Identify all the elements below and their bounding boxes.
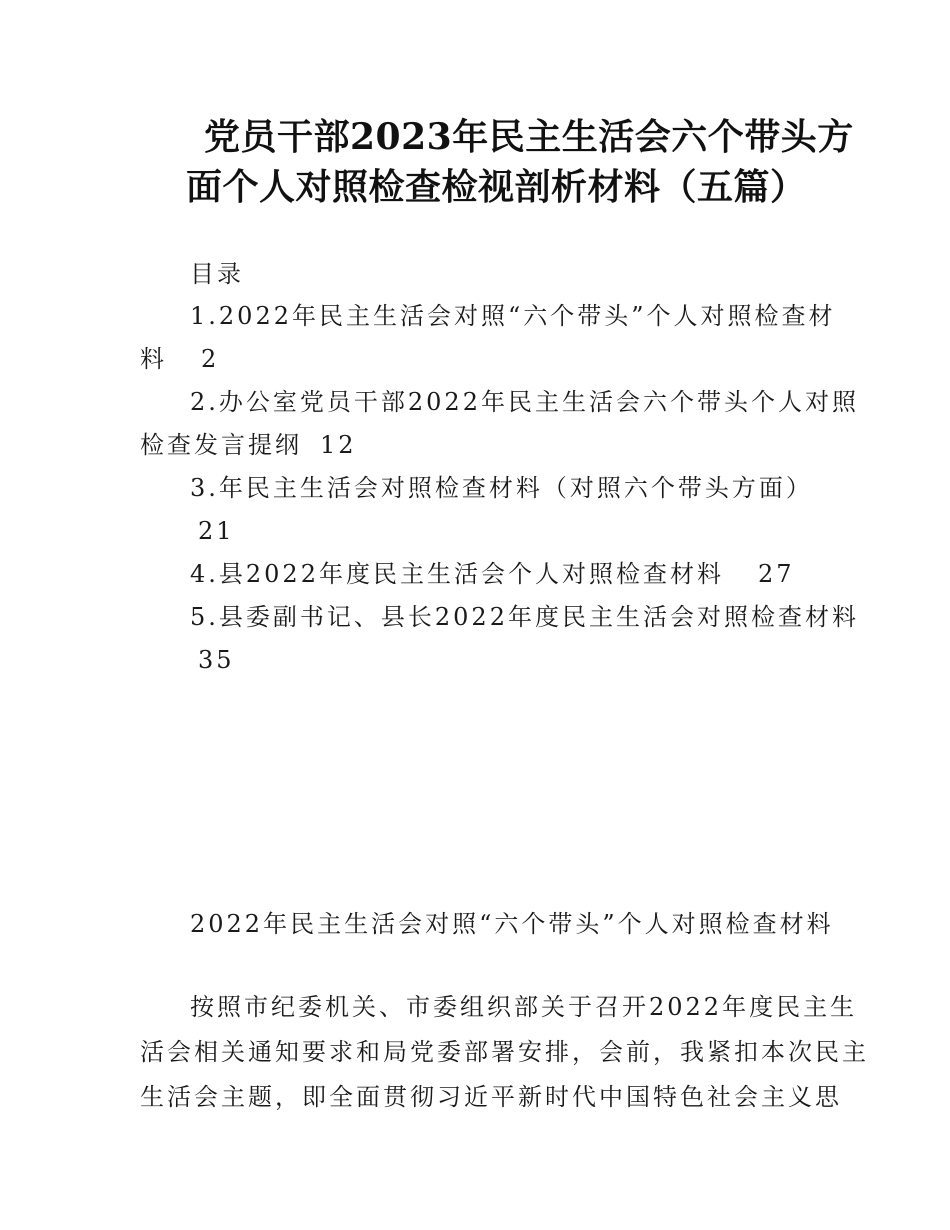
toc-item-4 (140, 553, 820, 596)
title-line-2: 面个人对照检查检视剖析材料（五篇） (186, 166, 807, 208)
toc-item-text: 5.县委副书记、县长2022年度民主生活会对照检查材料 (190, 603, 859, 631)
toc-item-2 (140, 381, 859, 467)
toc-item-3 (140, 467, 820, 553)
toc-heading: 目录 (190, 260, 244, 288)
toc-item-text (140, 553, 820, 596)
paragraph-line: 活会相关通知要求和局党委部署安排，会前，我紧扣本次民主 (140, 1038, 869, 1066)
toc-item-continuation (140, 424, 820, 467)
toc-page-number: 27 (757, 560, 795, 588)
toc-item-text-cont: 检查发言提纲 (140, 431, 302, 459)
toc-page-number: 2 (201, 345, 220, 373)
toc-item-text: 2.办公室党员干部2022年民主生活会六个带头个人对照 (190, 388, 859, 416)
toc-page-number: 35 (198, 646, 235, 674)
toc-item-text: 3.年民主生活会对照检查材料（对照六个带头方面） (190, 474, 813, 502)
toc-item-5 (140, 596, 859, 682)
toc-item-continuation (140, 510, 820, 553)
toc-item-text-main: 4.县2022年度民主生活会个人对照检查材料 (190, 560, 724, 588)
paragraph-line: 生活会主题，即全面贯彻习近平新时代中国特色社会主义思 (140, 1083, 842, 1111)
toc-page-number: 21 (198, 517, 235, 545)
toc-item-continuation (140, 639, 820, 682)
table-of-contents (140, 295, 859, 682)
toc-item-text: 1.2022年民主生活会对照“六个带头”个人对照检查材 (190, 302, 836, 330)
section-title: 2022年民主生活会对照“六个带头”个人对照检查材料 (190, 910, 834, 938)
toc-item-1 (140, 295, 836, 381)
document-title (140, 112, 854, 212)
toc-item-continuation (140, 338, 820, 381)
toc-item-text-cont: 料 (140, 345, 167, 373)
toc-page-number: 12 (320, 431, 357, 459)
body-paragraph (140, 985, 869, 1120)
title-line-1: 党员干部2023年民主生活会六个带头方 (204, 116, 854, 158)
paragraph-line: 按照市纪委机关、市委组织部关于召开2022年度民主生 (190, 993, 858, 1021)
